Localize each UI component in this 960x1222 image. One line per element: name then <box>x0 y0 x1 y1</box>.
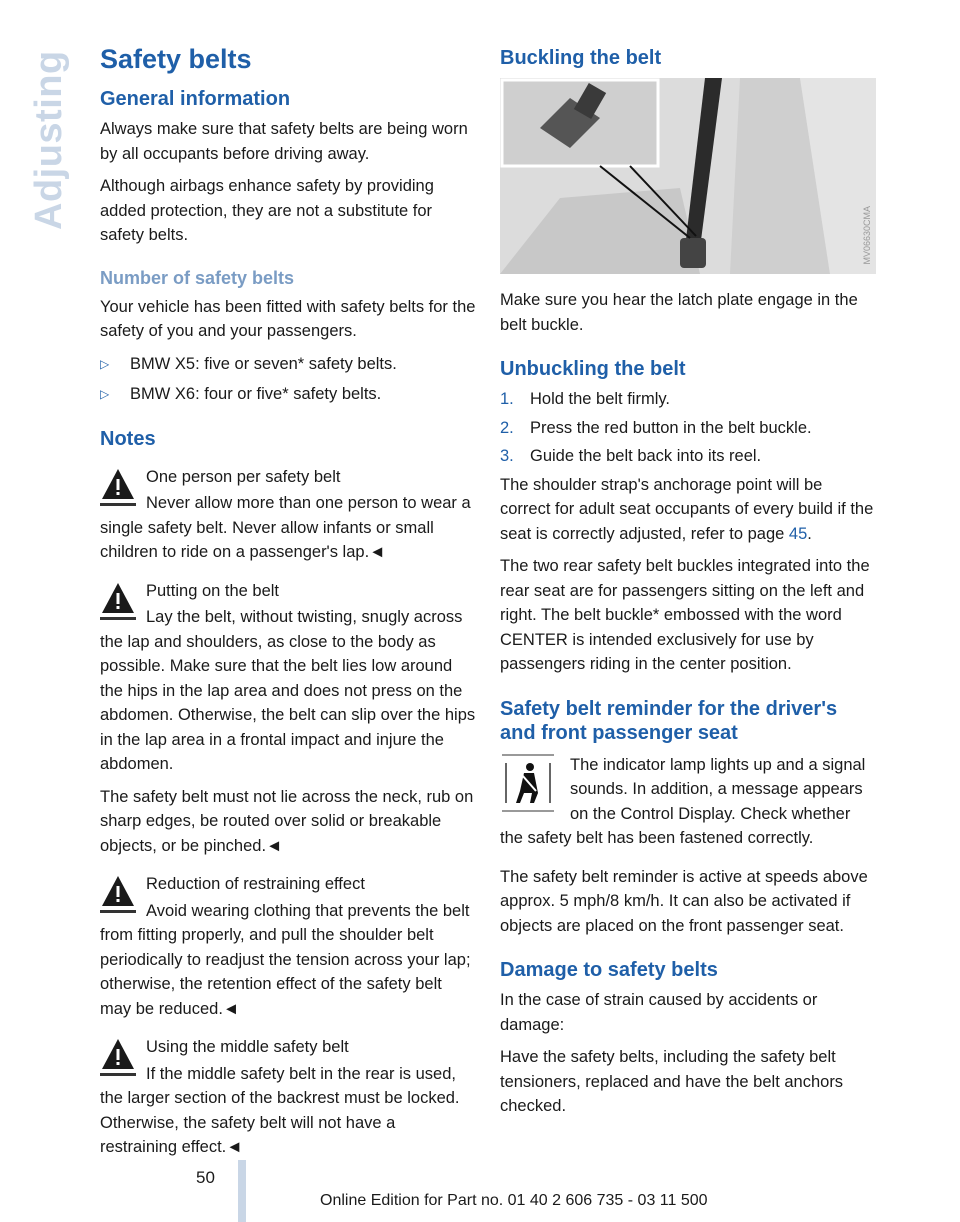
general-heading: General information <box>100 88 291 110</box>
warning-icon <box>100 874 136 914</box>
bullet-text: BMW X5: five or seven* safety belts. <box>130 354 397 373</box>
damage-p1: In the case of strain caused by accidents or damage: <box>500 991 818 1034</box>
footer-text: Online Edition for Part no. 01 40 2 606 735 - 03 11 500 <box>320 1192 708 1209</box>
page-number: 50 <box>196 1168 215 1187</box>
reminder-p2: The safety belt reminder is active at speeds above approx. 5 mph/8 km/h. It can also be activated if objects are placed on the front passenger seat. <box>500 867 868 935</box>
unbuckling-p2: The two rear safety belt buckles integrated into the rear seat are for passengers sitting on the left and right. The belt buckle* embossed with the word CENTER is intended exclusively for use by passengers riding in the center position. <box>500 557 870 673</box>
unbuckling-p1 <box>500 473 876 547</box>
note-title: One person per safety belt <box>146 467 341 486</box>
note-body-2: The safety belt must not lie across the neck, rub on sharp edges, be routed over solid or breakable objects, or be pinched.◄ <box>100 787 474 855</box>
general-p1: Always make sure that safety belts are being worn by all occupants before driving away. <box>100 120 468 163</box>
note-body: Avoid wearing clothing that prevents the belt from fitting properly, and pull the shoulder belt periodically to readjust the tension across your lap; otherwise, the retention effect of the safety belt may be reduced.◄ <box>100 901 471 1018</box>
triangle-bullet-icon: ▷ <box>100 387 110 401</box>
note-body: If the middle safety belt in the rear is used, the larger section of the backrest must be locked. Otherwise, the safety belt will not have a restraining effect.◄ <box>100 1064 460 1156</box>
side-tab <box>22 40 70 240</box>
reminder-heading: Safety belt reminder for the driver's and front passenger seat <box>500 697 838 744</box>
step-number: 3. <box>500 447 514 465</box>
reminder-block <box>500 753 876 851</box>
step-number: 1. <box>500 390 514 408</box>
number-heading: Number of safety belts <box>100 267 295 288</box>
image-code: MV06630CMA <box>862 206 872 265</box>
reminder-p1: The indicator lamp lights up and a signal sounds. In addition, a message appears on the Control Display. Check whether the safety belt has been fastened correctly. <box>500 755 866 847</box>
buckling-heading: Buckling the belt <box>500 47 662 69</box>
footer-bar <box>238 1160 246 1222</box>
unbuckling-p1-text: The shoulder strap's anchorage point will be correct for adult seat occupants of every build if the seat is correctly adjusted, refer to page <box>500 475 874 543</box>
right-column <box>500 40 876 1127</box>
list-item <box>100 382 476 407</box>
note-4 <box>100 1035 476 1160</box>
bullet-text: BMW X6: four or five* safety belts. <box>130 385 382 403</box>
notes-heading: Notes <box>100 427 156 450</box>
note-title: Putting on the belt <box>146 581 280 600</box>
damage-p2: Have the safety belts, including the safety belt tensioners, replaced and have the belt anchors checked. <box>500 1048 844 1115</box>
seatbelt-reminder-icon <box>500 753 556 813</box>
step-number: 2. <box>500 418 514 437</box>
number-p1: Your vehicle has been fitted with safety belts for the safety of you and your passengers. <box>100 297 476 340</box>
list-item <box>500 416 876 441</box>
side-tab-label: Adjusting <box>28 50 70 230</box>
step-text: Press the red button in the belt buckle. <box>530 418 812 437</box>
buckle-illustration <box>500 78 876 274</box>
unbuckling-heading: Unbuckling the belt <box>500 358 686 380</box>
note-title: Reduction of restraining effect <box>146 875 365 893</box>
unbuckling-p1-end: . <box>807 524 812 543</box>
note-1 <box>100 465 476 565</box>
note-3 <box>100 872 476 1021</box>
step-text: Hold the belt firmly. <box>530 390 670 408</box>
note-title: Using the middle safety belt <box>146 1038 349 1056</box>
buckling-p1: Make sure you hear the latch plate engage in the belt buckle. <box>500 291 858 334</box>
list-item <box>500 387 876 412</box>
damage-heading: Damage to safety belts <box>500 959 718 981</box>
list-item <box>500 444 876 469</box>
note-2 <box>100 579 476 859</box>
page-link[interactable]: 45 <box>788 524 808 543</box>
list-item <box>100 352 476 377</box>
left-column <box>100 40 476 1168</box>
note-body: Never allow more than one person to wear a single safety belt. Never allow infants or small children to ride on a passenger's lap.◄ <box>100 494 471 561</box>
general-p2: Although airbags enhance safety by providing added protection, they are not a substitute for safety belts. <box>100 177 434 244</box>
warning-icon <box>100 1037 136 1077</box>
seat-belt-illustration <box>500 78 876 274</box>
page-title: Safety belts <box>100 44 252 74</box>
warning-icon <box>100 467 136 507</box>
warning-icon <box>100 581 136 621</box>
triangle-bullet-icon: ▷ <box>100 356 110 371</box>
step-text: Guide the belt back into its reel. <box>530 447 762 465</box>
note-body: Lay the belt, without twisting, snugly across the lap and shoulders, as close to the body as possible. Make sure that the belt lies low around the hips in the lap area and does not press on the abdomen. Otherwise, the belt can slip over the hips in the lap area in a frontal impact and injure the abdomen. <box>100 608 476 773</box>
